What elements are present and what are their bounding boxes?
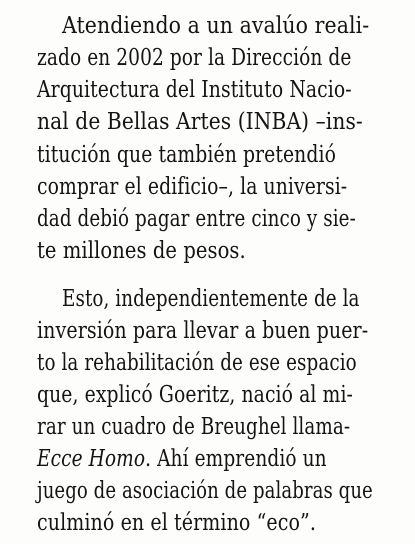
line-text: dad debió pagar entre cinco y sie- [37, 204, 356, 232]
text-line [0, 347, 415, 377]
text-line [0, 10, 415, 40]
line-text: to la rehabilitación de ese espacio [37, 348, 357, 376]
text-line [0, 106, 415, 136]
line-text: nal de Bellas Artes (INBA) –ins- [37, 107, 363, 135]
text-line [0, 379, 415, 409]
line-text: zado en 2002 por la Dirección de [37, 43, 352, 71]
line-text: Atendiendo a un avalúo reali- [62, 11, 370, 39]
text-line [0, 42, 415, 72]
text-line [0, 283, 415, 313]
text-line [0, 235, 415, 265]
text-line [0, 74, 415, 104]
line-text: Esto, independientemente de la [62, 284, 360, 312]
text-line [0, 203, 415, 233]
line-text: comprar el edificio–, la universi- [37, 172, 348, 200]
text-line [0, 411, 415, 441]
line-text: . Ahí emprendió un [145, 444, 327, 472]
line-text: inversión para llevar a buen puer- [37, 316, 369, 344]
line-text: Arquitectura del Instituto Nacio- [37, 75, 352, 103]
text-line [0, 315, 415, 345]
text-line [0, 171, 415, 201]
line-text: titución que también pretendió [37, 140, 336, 168]
line-text: te millones de pesos. [37, 236, 246, 264]
text-line [0, 475, 415, 505]
line-text-group [37, 443, 327, 473]
line-text: rar un cuadro de Breughel llama- [37, 412, 351, 440]
line-text: culminó en el término “eco”. [37, 508, 316, 536]
line-text: juego de asociación de palabras que [37, 476, 373, 504]
italic-title: Ecce Homo [37, 444, 146, 472]
line-text: que, explicó Goeritz, nació al mi- [37, 380, 353, 408]
text-line [0, 139, 415, 169]
text-line [0, 507, 415, 537]
text-line [0, 443, 415, 473]
